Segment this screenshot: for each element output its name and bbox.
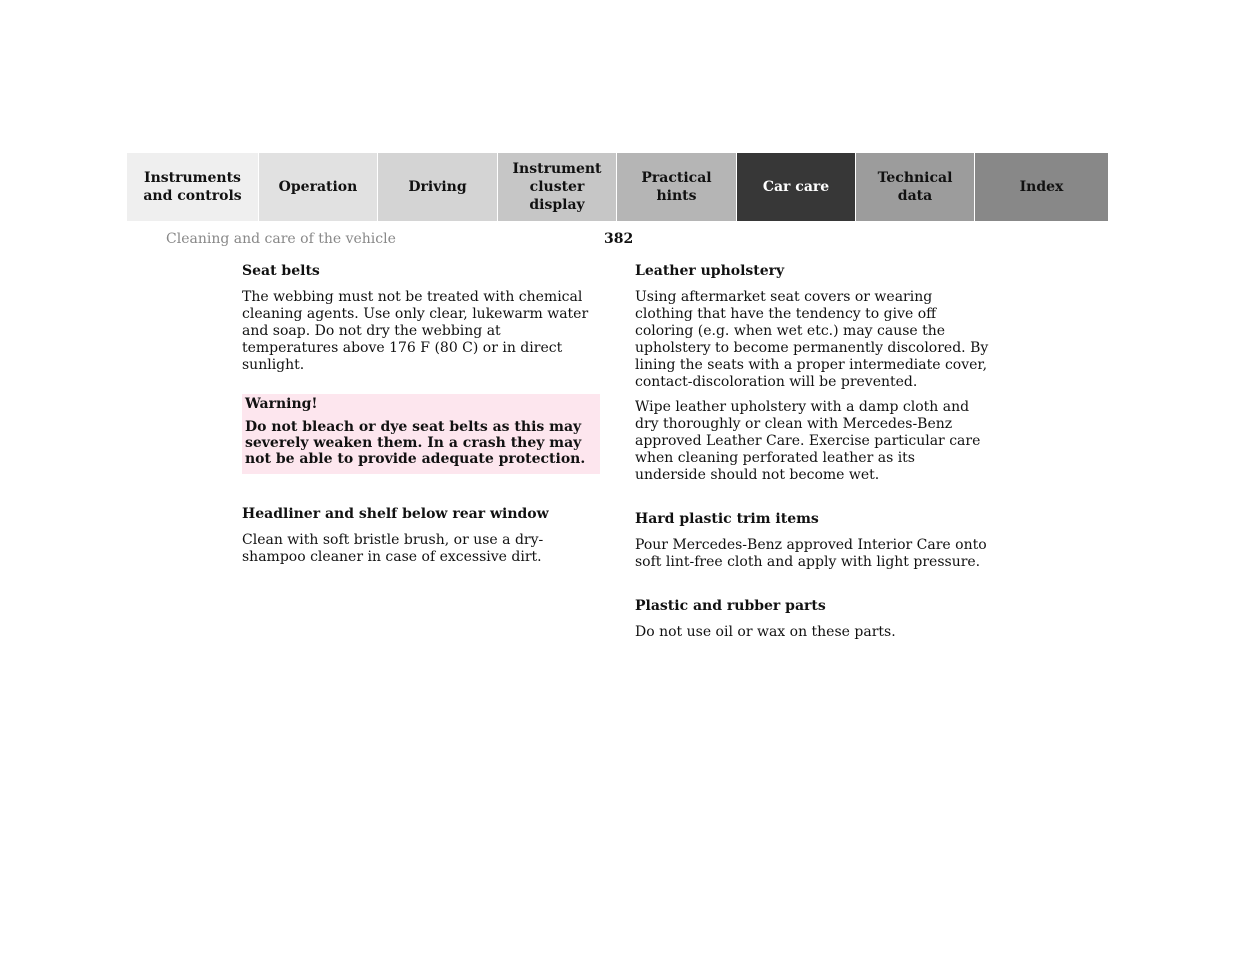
tab-practical-hints[interactable]: [617, 153, 737, 221]
headliner-text: Clean with soft bristle brush, or use a dry-shampoo cleaner in case of excessive dirt.: [242, 532, 544, 565]
tab-label: Car care: [762, 179, 830, 195]
tab-driving[interactable]: [378, 153, 498, 221]
tab-car-care[interactable]: [737, 153, 856, 221]
tab-label: Driving: [408, 179, 467, 195]
tab-label: Index: [1019, 179, 1064, 195]
tab-technical-data[interactable]: [856, 153, 975, 221]
warning-title: Warning!: [245, 396, 318, 412]
tab-instruments-and-controls[interactable]: [127, 153, 259, 221]
tab-label: Instrument cluster display: [512, 161, 602, 213]
warning-box: [242, 394, 600, 474]
plastic-rubber-text: Do not use oil or wax on these parts.: [635, 624, 896, 640]
leather-heading: Leather upholstery: [635, 263, 785, 279]
hard-plastic-heading: Hard plastic trim items: [635, 511, 819, 527]
tab-label: Operation: [278, 179, 358, 195]
seat-belts-text: The webbing must not be treated with chemical cleaning agents. Use only clear, lukewarm water and soap. Do not dry the webbing at temperatures above 176 F (80 C) or in direct sunlight.: [242, 289, 589, 373]
headliner-heading: Headliner and shelf below rear window: [242, 506, 549, 522]
running-head: Cleaning and care of the vehicle: [166, 231, 396, 247]
hard-plastic-text: Pour Mercedes-Benz approved Interior Care onto soft lint-free cloth and apply with light pressure.: [635, 537, 987, 570]
tab-instrument-cluster-display[interactable]: [498, 153, 617, 221]
tab-operation[interactable]: [259, 153, 378, 221]
tab-label: Practical hints: [641, 170, 712, 204]
tab-label: Technical data: [877, 170, 953, 204]
leather-text-2: Wipe leather upholstery with a damp cloth and dry thoroughly or clean with Mercedes-Benz approved Leather Care. Exercise particular care when cleaning perforated leather as its underside should not become wet.: [635, 399, 981, 483]
warning-text: Do not bleach or dye seat belts as this may severely weaken them. In a crash they may not be able to provide adequate protection.: [245, 419, 586, 467]
leather-text-1: Using aftermarket seat covers or wearing clothing that have the tendency to give off coloring (e.g. when wet etc.) may cause the upholstery to become permanently discolored. By lining the seats with a proper intermediate cover, contact-discoloration will be prevented.: [635, 289, 989, 390]
seat-belts-heading: Seat belts: [242, 263, 320, 279]
page-number: 382: [604, 231, 634, 247]
right-column: [635, 262, 990, 649]
left-column: [242, 262, 600, 574]
tab-index[interactable]: [975, 153, 1108, 221]
tab-label: Instruments and controls: [143, 170, 242, 204]
plastic-rubber-heading: Plastic and rubber parts: [635, 598, 826, 614]
chapter-tab-bar: [127, 153, 1108, 221]
